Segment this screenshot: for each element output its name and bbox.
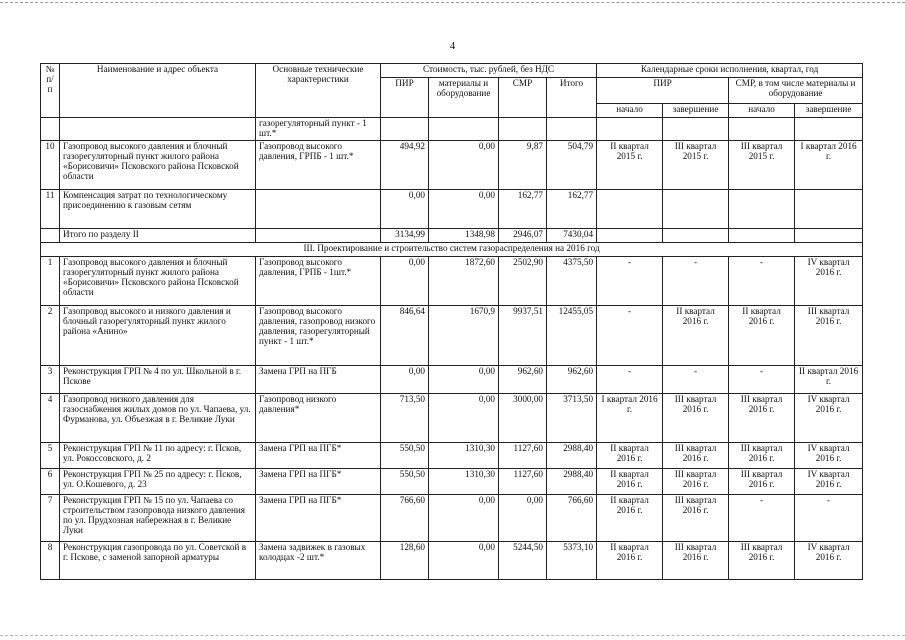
page-top-edge xyxy=(0,2,905,3)
row-pir: 128,60 xyxy=(381,541,429,579)
header-cal-pir: ПИР xyxy=(597,78,729,104)
row-total: 962,60 xyxy=(547,365,597,393)
row-tech: Замена ГРП на ПГБ* xyxy=(256,468,381,494)
subtotal-pir: 3134,99 xyxy=(381,228,429,242)
table-header xyxy=(41,64,863,118)
row-total: 162,77 xyxy=(547,189,597,228)
subtotal-empty xyxy=(795,228,863,242)
row-name: Реконструкция ГРП № 4 по ул. Школьной в г. Пскове xyxy=(60,365,256,393)
row-tech: Газопровод высокого давления, ГРПБ - 1шт.* xyxy=(256,256,381,305)
row-materials: 1310,30 xyxy=(429,442,499,468)
row-pir-end xyxy=(663,189,729,228)
row-smr-end: IV квартал 2016 г. xyxy=(795,256,863,305)
row-pir-start: II квартал 2016 г. xyxy=(597,541,663,579)
row-pir-start xyxy=(597,189,663,228)
row-smr xyxy=(499,118,547,141)
row-pir-end: - xyxy=(663,256,729,305)
row-smr-end: IV квартал 2016 г. xyxy=(795,541,863,579)
subtotal-no xyxy=(41,228,60,242)
row-smr-end: IV квартал 2016 г. xyxy=(795,442,863,468)
table-row xyxy=(41,305,863,365)
row-tech: Замена ГРП на ПГБ* xyxy=(256,494,381,541)
row-pir: 0,00 xyxy=(381,256,429,305)
row-tech: Газопровод низкого давления* xyxy=(256,393,381,442)
row-total: 2988,40 xyxy=(547,442,597,468)
row-no: 8 xyxy=(41,541,60,579)
row-smr-start: - xyxy=(729,365,795,393)
row-smr-start: III квартал 2016 г. xyxy=(729,442,795,468)
row-materials: 1310,30 xyxy=(429,468,499,494)
row-pir-start: II квартал 2016 г. xyxy=(597,468,663,494)
row-pir-start: II квартал 2015 г. xyxy=(597,140,663,189)
row-total: 4375,50 xyxy=(547,256,597,305)
header-smr: СМР xyxy=(499,78,547,118)
row-tech xyxy=(256,189,381,228)
row-smr-start: - xyxy=(729,256,795,305)
continuation-row xyxy=(41,118,863,141)
row-pir-start: II квартал 2016 г. xyxy=(597,494,663,541)
subtotal-total: 7430,04 xyxy=(547,228,597,242)
subtotal-empty xyxy=(597,228,663,242)
row-no: 1 xyxy=(41,256,60,305)
row-pir: 550,50 xyxy=(381,442,429,468)
row-tech: газорегуляторный пункт - 1 шт.* xyxy=(256,118,381,141)
row-tech: Замена задвижек в газовых колодцах -2 шт.* xyxy=(256,541,381,579)
row-smr: 2502,90 xyxy=(499,256,547,305)
row-smr: 3000,00 xyxy=(499,393,547,442)
row-pir-end: III квартал 2016 г. xyxy=(663,494,729,541)
row-materials: 1670,9 xyxy=(429,305,499,365)
row-no: 3 xyxy=(41,365,60,393)
row-no: 6 xyxy=(41,468,60,494)
page-number: 4 xyxy=(449,40,456,52)
row-smr-start: III квартал 2016 г. xyxy=(729,468,795,494)
subtotal-label: Итого по разделу II xyxy=(60,228,256,242)
row-no: 7 xyxy=(41,494,60,541)
row-smr-end: IV квартал 2016 г. xyxy=(795,393,863,442)
header-start-smr: начало xyxy=(729,104,795,118)
subtotal-empty xyxy=(663,228,729,242)
row-materials: 0,00 xyxy=(429,393,499,442)
row-pir-start: - xyxy=(597,256,663,305)
row-pir-end: III квартал 2016 г. xyxy=(663,541,729,579)
row-pir: 713,50 xyxy=(381,393,429,442)
row-pir: 766,60 xyxy=(381,494,429,541)
row-materials: 0,00 xyxy=(429,365,499,393)
row-no: 10 xyxy=(41,140,60,189)
row-smr-end: I квартал 2016 г. xyxy=(795,140,863,189)
row-total: 3713,50 xyxy=(547,393,597,442)
header-no: № п/п xyxy=(41,64,60,118)
table-row xyxy=(41,541,863,579)
row-smr-end: IV квартал 2016 г. xyxy=(795,468,863,494)
header-end-smr: завершение xyxy=(795,104,863,118)
row-smr-start: II квартал 2016 г. xyxy=(729,305,795,365)
row-pir: 846,64 xyxy=(381,305,429,365)
row-smr-start: III квартал 2016 г. xyxy=(729,393,795,442)
header-pir: ПИР xyxy=(381,78,429,118)
row-name: Газопровод высокого и низкого давления и блочный газорегуляторный пункт жилого района «Анино» xyxy=(60,305,256,365)
subtotal-tech xyxy=(256,228,381,242)
row-pir: 0,00 xyxy=(381,189,429,228)
header-start-pir: начало xyxy=(597,104,663,118)
table-row xyxy=(41,365,863,393)
row-name: Газопровод низкого давления для газоснабжения жилых домов по ул. Чапаева, ул. Фурманова, ул. Объезжая в г. Великие Луки xyxy=(60,393,256,442)
header-calendar-group: Календарные сроки исполнения, квартал, год xyxy=(597,64,863,78)
row-smr-start xyxy=(729,118,795,141)
table-row xyxy=(41,140,863,189)
row-smr: 162,77 xyxy=(499,189,547,228)
table-body xyxy=(41,118,863,580)
row-pir-end: III квартал 2016 г. xyxy=(663,468,729,494)
row-smr-start: III квартал 2016 г. xyxy=(729,541,795,579)
row-pir-start: I квартал 2016 г. xyxy=(597,393,663,442)
row-no: 4 xyxy=(41,393,60,442)
subtotal-row xyxy=(41,228,863,242)
row-pir-start: II квартал 2016 г. xyxy=(597,442,663,468)
row-pir-end xyxy=(663,118,729,141)
row-name: Реконструкция ГРП № 11 по адресу: г. Псков, ул. Рокоссовского, д. 2 xyxy=(60,442,256,468)
row-pir-start: - xyxy=(597,305,663,365)
row-no: 2 xyxy=(41,305,60,365)
row-pir: 550,50 xyxy=(381,468,429,494)
table-row xyxy=(41,393,863,442)
row-pir-end: - xyxy=(663,365,729,393)
row-total: 5373,10 xyxy=(547,541,597,579)
row-materials: 0,00 xyxy=(429,494,499,541)
page-bottom-edge xyxy=(0,635,905,636)
row-tech: Замена ГРП на ПГБ xyxy=(256,365,381,393)
row-no: 11 xyxy=(41,189,60,228)
header-materials: материалы и оборудование xyxy=(429,78,499,118)
row-name: Реконструкция ГРП № 25 по адресу: г. Псков, ул. О.Кошевого, д. 23 xyxy=(60,468,256,494)
row-smr-end: - xyxy=(795,494,863,541)
row-pir xyxy=(381,118,429,141)
section-title: III. Проектирование и строительство систем газораспределения на 2016 год xyxy=(41,242,863,256)
row-total: 12455,05 xyxy=(547,305,597,365)
row-name: Газопровод высокого давления и блочный газорегуляторный пункт жилого района «Борисовичи» Псковского района Псковской области xyxy=(60,140,256,189)
row-pir-end: III квартал 2015 г. xyxy=(663,140,729,189)
row-name xyxy=(60,118,256,141)
row-pir: 0,00 xyxy=(381,365,429,393)
row-materials: 1872,60 xyxy=(429,256,499,305)
row-smr: 0,00 xyxy=(499,494,547,541)
row-smr-start: - xyxy=(729,494,795,541)
row-total xyxy=(547,118,597,141)
row-tech: Газопровод высокого давления, ГРПБ - 1 шт.* xyxy=(256,140,381,189)
header-cost-group: Стоимость, тыс. рублей, без НДС xyxy=(381,64,597,78)
row-total: 766,60 xyxy=(547,494,597,541)
row-materials: 0,00 xyxy=(429,541,499,579)
subtotal-smr: 2946,07 xyxy=(499,228,547,242)
row-pir-end: III квартал 2016 г. xyxy=(663,442,729,468)
header-end-pir: завершение xyxy=(663,104,729,118)
row-smr-end xyxy=(795,118,863,141)
row-smr: 5244,50 xyxy=(499,541,547,579)
row-pir-end: III квартал 2016 г. xyxy=(663,393,729,442)
row-pir: 494,92 xyxy=(381,140,429,189)
row-tech: Газопровод высокого давления, газопровод низкого давления, газорегуляторный пункт - 1 шт.* xyxy=(256,305,381,365)
investment-program-table xyxy=(40,63,863,580)
subtotal-materials: 1348,98 xyxy=(429,228,499,242)
table-row xyxy=(41,442,863,468)
row-total: 2988,40 xyxy=(547,468,597,494)
row-total: 504,79 xyxy=(547,140,597,189)
row-smr: 9,87 xyxy=(499,140,547,189)
row-name: Реконструкция газопровода по ул. Советской в г. Пскове, с заменой запорной арматуры xyxy=(60,541,256,579)
table-row xyxy=(41,494,863,541)
table-row xyxy=(41,189,863,228)
row-no: 5 xyxy=(41,442,60,468)
row-name: Реконструкция ГРП № 15 по ул. Чапаева со строительством газопровода низкого давления по ул. Прудхозная набережная в г. Великие Луки xyxy=(60,494,256,541)
row-smr-start xyxy=(729,189,795,228)
subtotal-empty xyxy=(729,228,795,242)
table-row xyxy=(41,468,863,494)
row-smr: 1127,60 xyxy=(499,442,547,468)
row-smr: 9937,51 xyxy=(499,305,547,365)
header-total: Итого xyxy=(547,78,597,118)
row-pir-end: II квартал 2016 г. xyxy=(663,305,729,365)
row-smr-end: II квартал 2016 г. xyxy=(795,365,863,393)
row-smr: 1127,60 xyxy=(499,468,547,494)
header-name: Наименование и адрес объекта xyxy=(60,64,256,118)
row-name: Компенсация затрат по технологическому присоединению к газовым сетям xyxy=(60,189,256,228)
row-name: Газопровод высокого давления и блочный газорегуляторный пункт жилого района «Борисовичи» Псковского района Псковской области xyxy=(60,256,256,305)
row-smr-start: III квартал 2015 г. xyxy=(729,140,795,189)
row-smr-end xyxy=(795,189,863,228)
section-row xyxy=(41,242,863,256)
row-materials: 0,00 xyxy=(429,140,499,189)
row-pir-start xyxy=(597,118,663,141)
header-cal-smr: СМР, в том числе материалы и оборудование xyxy=(729,78,863,104)
row-materials xyxy=(429,118,499,141)
row-smr-end: III квартал 2016 г. xyxy=(795,305,863,365)
row-no xyxy=(41,118,60,141)
row-pir-start: - xyxy=(597,365,663,393)
header-tech: Основные технические характеристики xyxy=(256,64,381,118)
row-materials: 0,00 xyxy=(429,189,499,228)
table-row xyxy=(41,256,863,305)
row-tech: Замена ГРП на ПГБ* xyxy=(256,442,381,468)
row-smr: 962,60 xyxy=(499,365,547,393)
